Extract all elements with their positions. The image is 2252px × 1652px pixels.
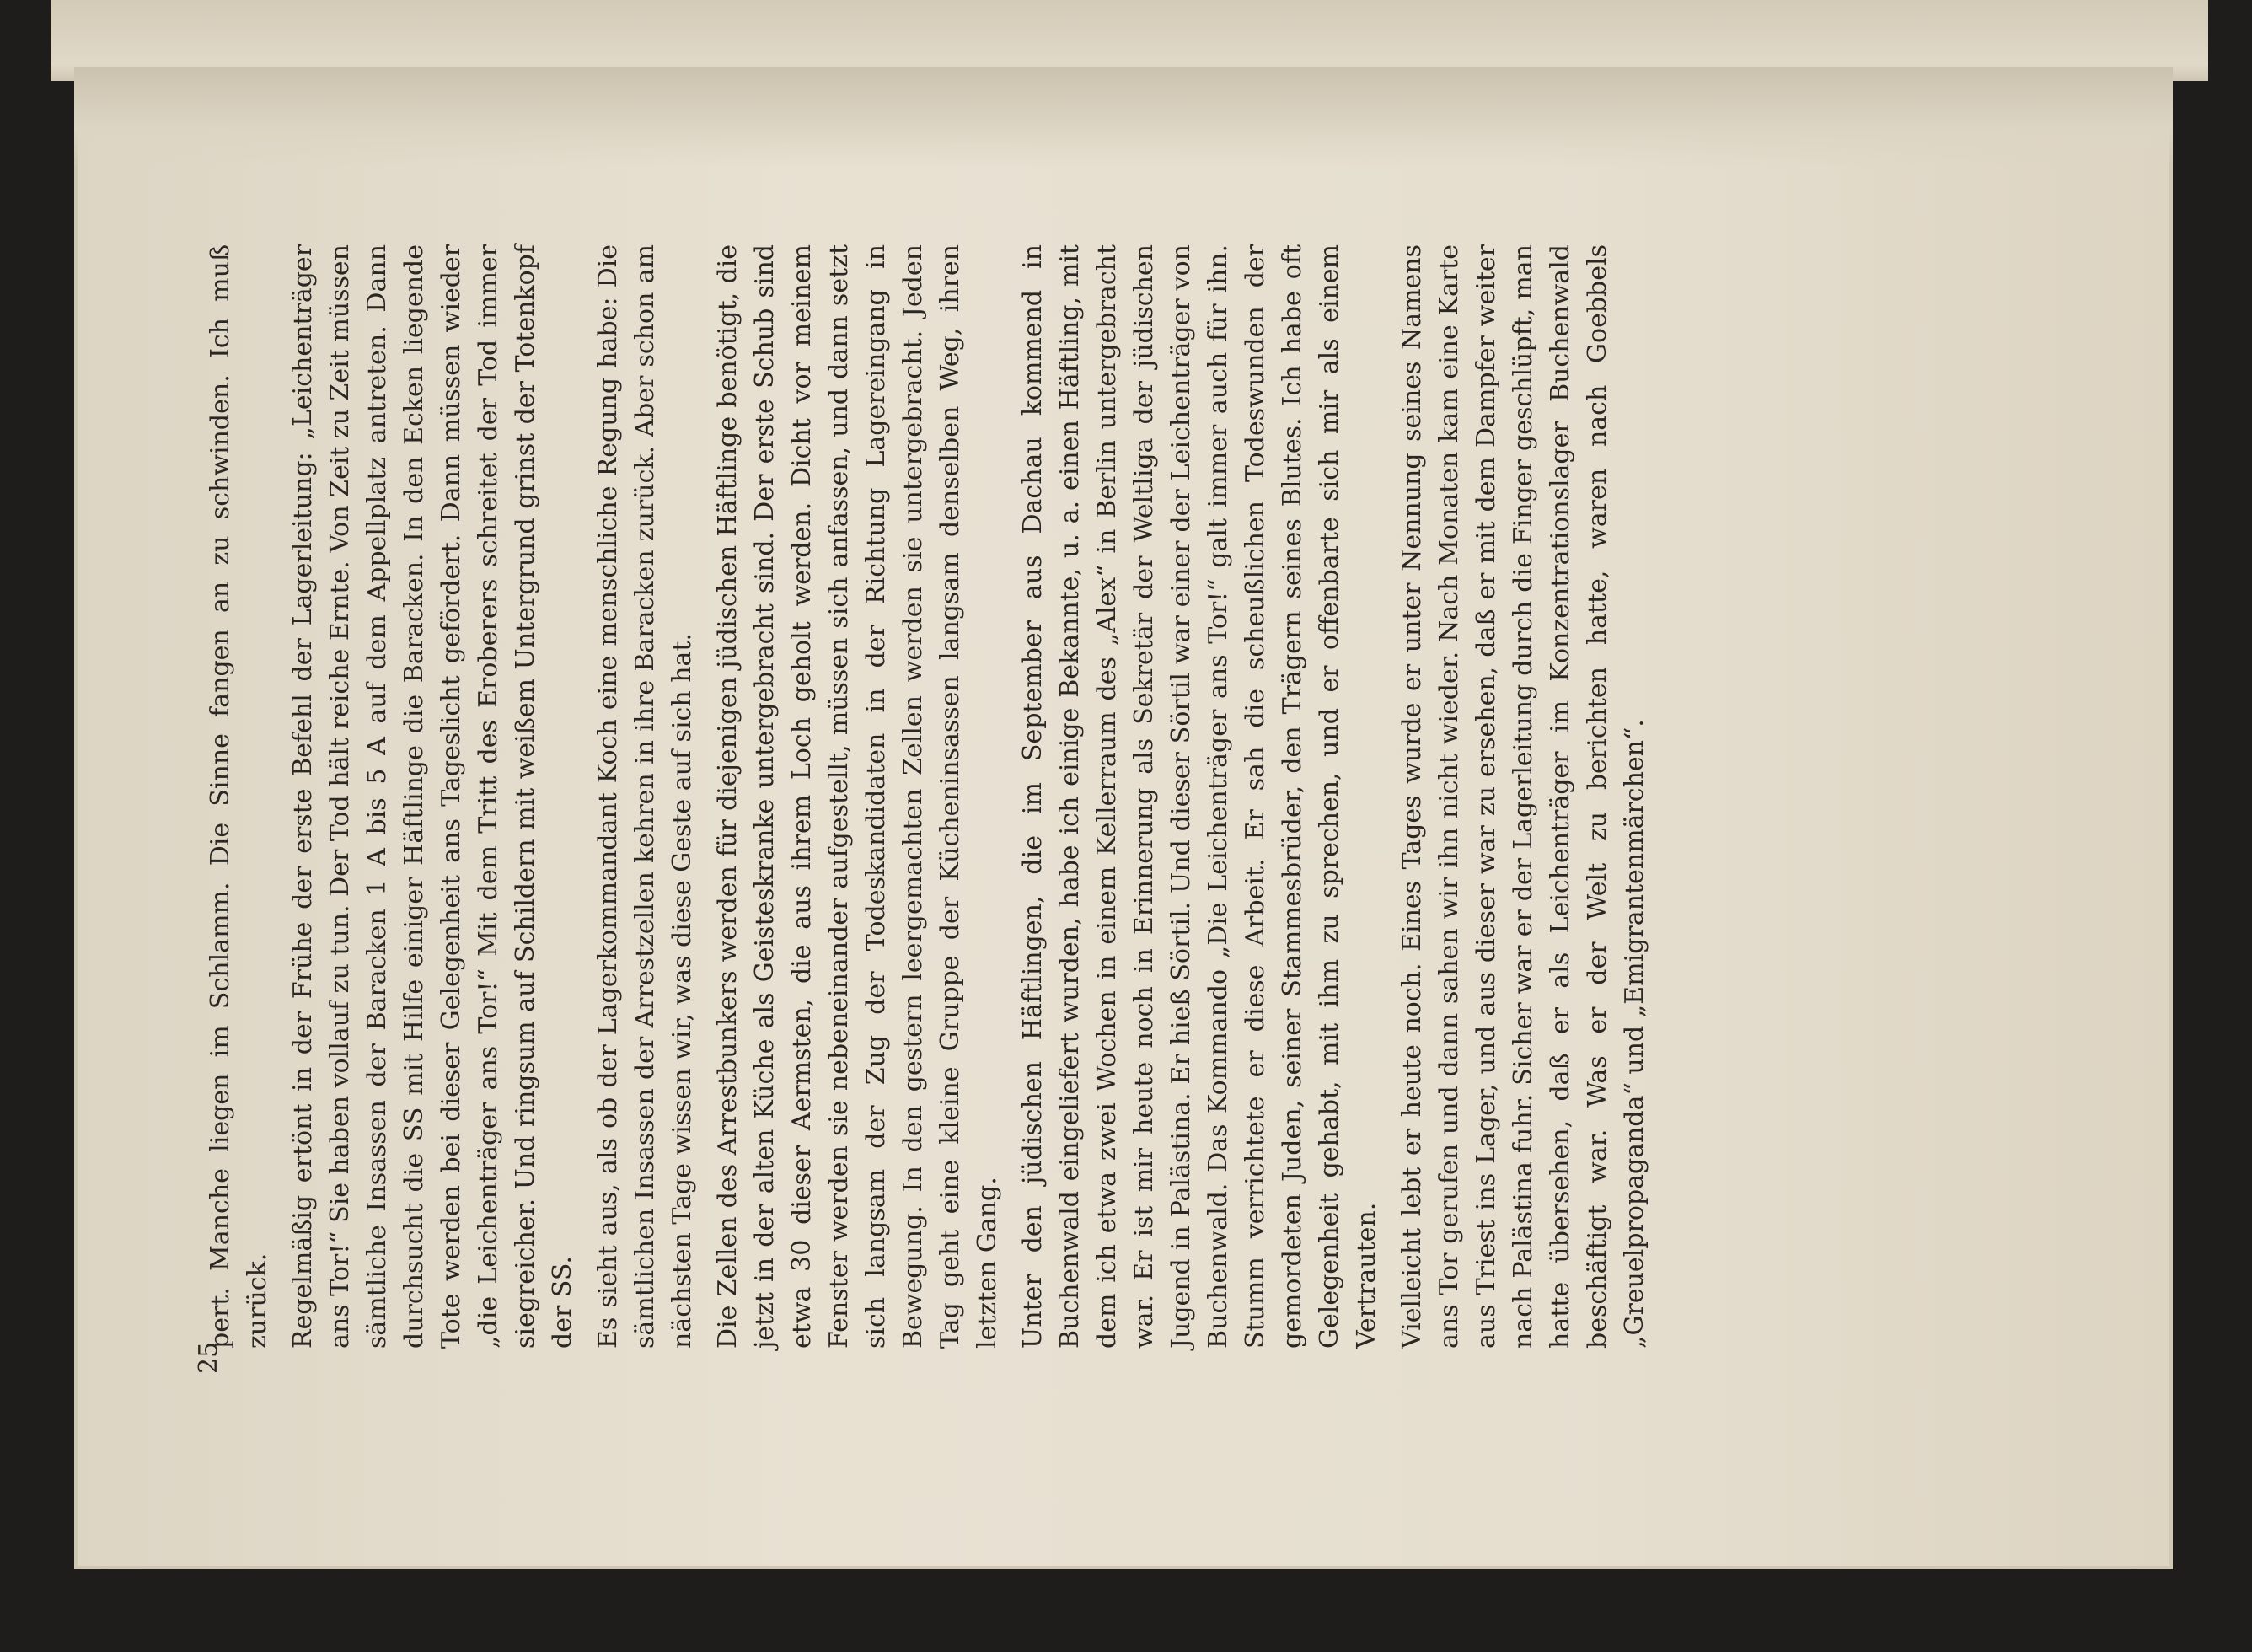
book-gutter [74,67,2173,169]
paragraph-5: Unter den jüdischen Häftlingen, die im September aus Dachau kommend in Buchenwald eingeliefert wurden, habe ich einige Bekannte, u. a. einen Häftling, mit dem ich etwa zwei Wochen in einem Kellerraum des „Alex“ in Berlin untergebracht war. Er ist mir heute noch in Erinnerung als Sekretär der Weltliga der jüdischen Jugend in Palästina. Er hieß Sörtil. Und dieser Sörtil war einer der Leichenträger von Buchenwald. Das Kommando „Die Leichenträger ans Tor!“ galt immer auch für ihn. Stumm verrichtete er diese Arbeit. Er sah die scheußlichen Todeswunden der gemordeten Juden, seiner Stammesbrüder, den Trägern seines Blutes. Ich habe oft Gelegenheit gehabt, mit ihm zu sprechen, und er offenbarte sich mir als einem Vertrauten. [1018,244,1381,1349]
body-text [202,244,1930,1349]
paragraph-3: Es sieht aus, als ob der Lagerkommandant Koch eine menschliche Regung habe: Die sämtlichen Insassen der Arrestzellen kehren in ihre Baracken zurück. Aber schon am nächsten Tage wissen wir, was diese Geste auf sich hat. [593,244,697,1349]
page-number: 25 [194,1341,223,1374]
paragraph-6: Vielleicht lebt er heute noch. Eines Tages wurde er unter Nennung seines Namens ans Tor gerufen und dann sahen wir ihn nicht wieder. Nach Monaten kam eine Karte aus Triest ins Lager, und aus dieser war zu ersehen, daß er mit dem Dampfer weiter nach Palästina fuhr. Sicher war er der Lagerleitung durch die Finger geschlüpft, man hatte übersehen, daß er als Leichenträger im Konzentrationslager Buchenwald beschäftigt war. Was er der Welt zu berichten hatte, waren nach Goebbels „Greuelpropaganda“ und „Emigrantenmärchen“. [1397,244,1649,1349]
paragraph-4: Die Zellen des Arrestbunkers werden für diejenigen jüdischen Häftlinge benötigt, die jetzt in der alten Küche als Geisteskranke untergebracht sind. Der erste Schub sind etwa 30 dieser Aermsten, die aus ihrem Loch geholt werden. Dicht vor meinem Fenster werden sie nebeneinander aufgestellt, müssen sich anfassen, und dann setzt sich langsam der Zug der Todeskandidaten in der Richtung Lagereingang in Bewegung. In den gestern leergemachten Zellen werden sie untergebracht. Jeden Tag geht eine kleine Gruppe der Kücheninsassen langsam denselben Weg, ihren letzten Gang. [713,244,1002,1349]
paragraph-1: pert. Manche liegen im Schlamm. Die Sinne fangen an zu schwinden. Ich muß zurück. [206,244,272,1349]
paragraph-2: Regelmäßig ertönt in der Frühe der erste Befehl der Lagerleitung: „Leichenträger ans Tor!“ Sie haben vollauf zu tun. Der Tod hält reiche Ernte. Von Zeit zu Zeit müssen sämtliche Insassen der Baracken 1 A bis 5 A auf dem Appellplatz antreten. Dann durchsucht die SS mit Hilfe einiger Häftlinge die Baracken. In den Ecken liegende Tote werden bei dieser Gelegenheit ans Tageslicht gefördert. Dann müssen wieder „die Leichenträger ans Tor!“ Mit dem Tritt des Eroberers schreitet der Tod immer siegreicher. Und ringsum auf Schildern mit weißem Untergrund grinst der Totenkopf der SS. [288,244,577,1349]
